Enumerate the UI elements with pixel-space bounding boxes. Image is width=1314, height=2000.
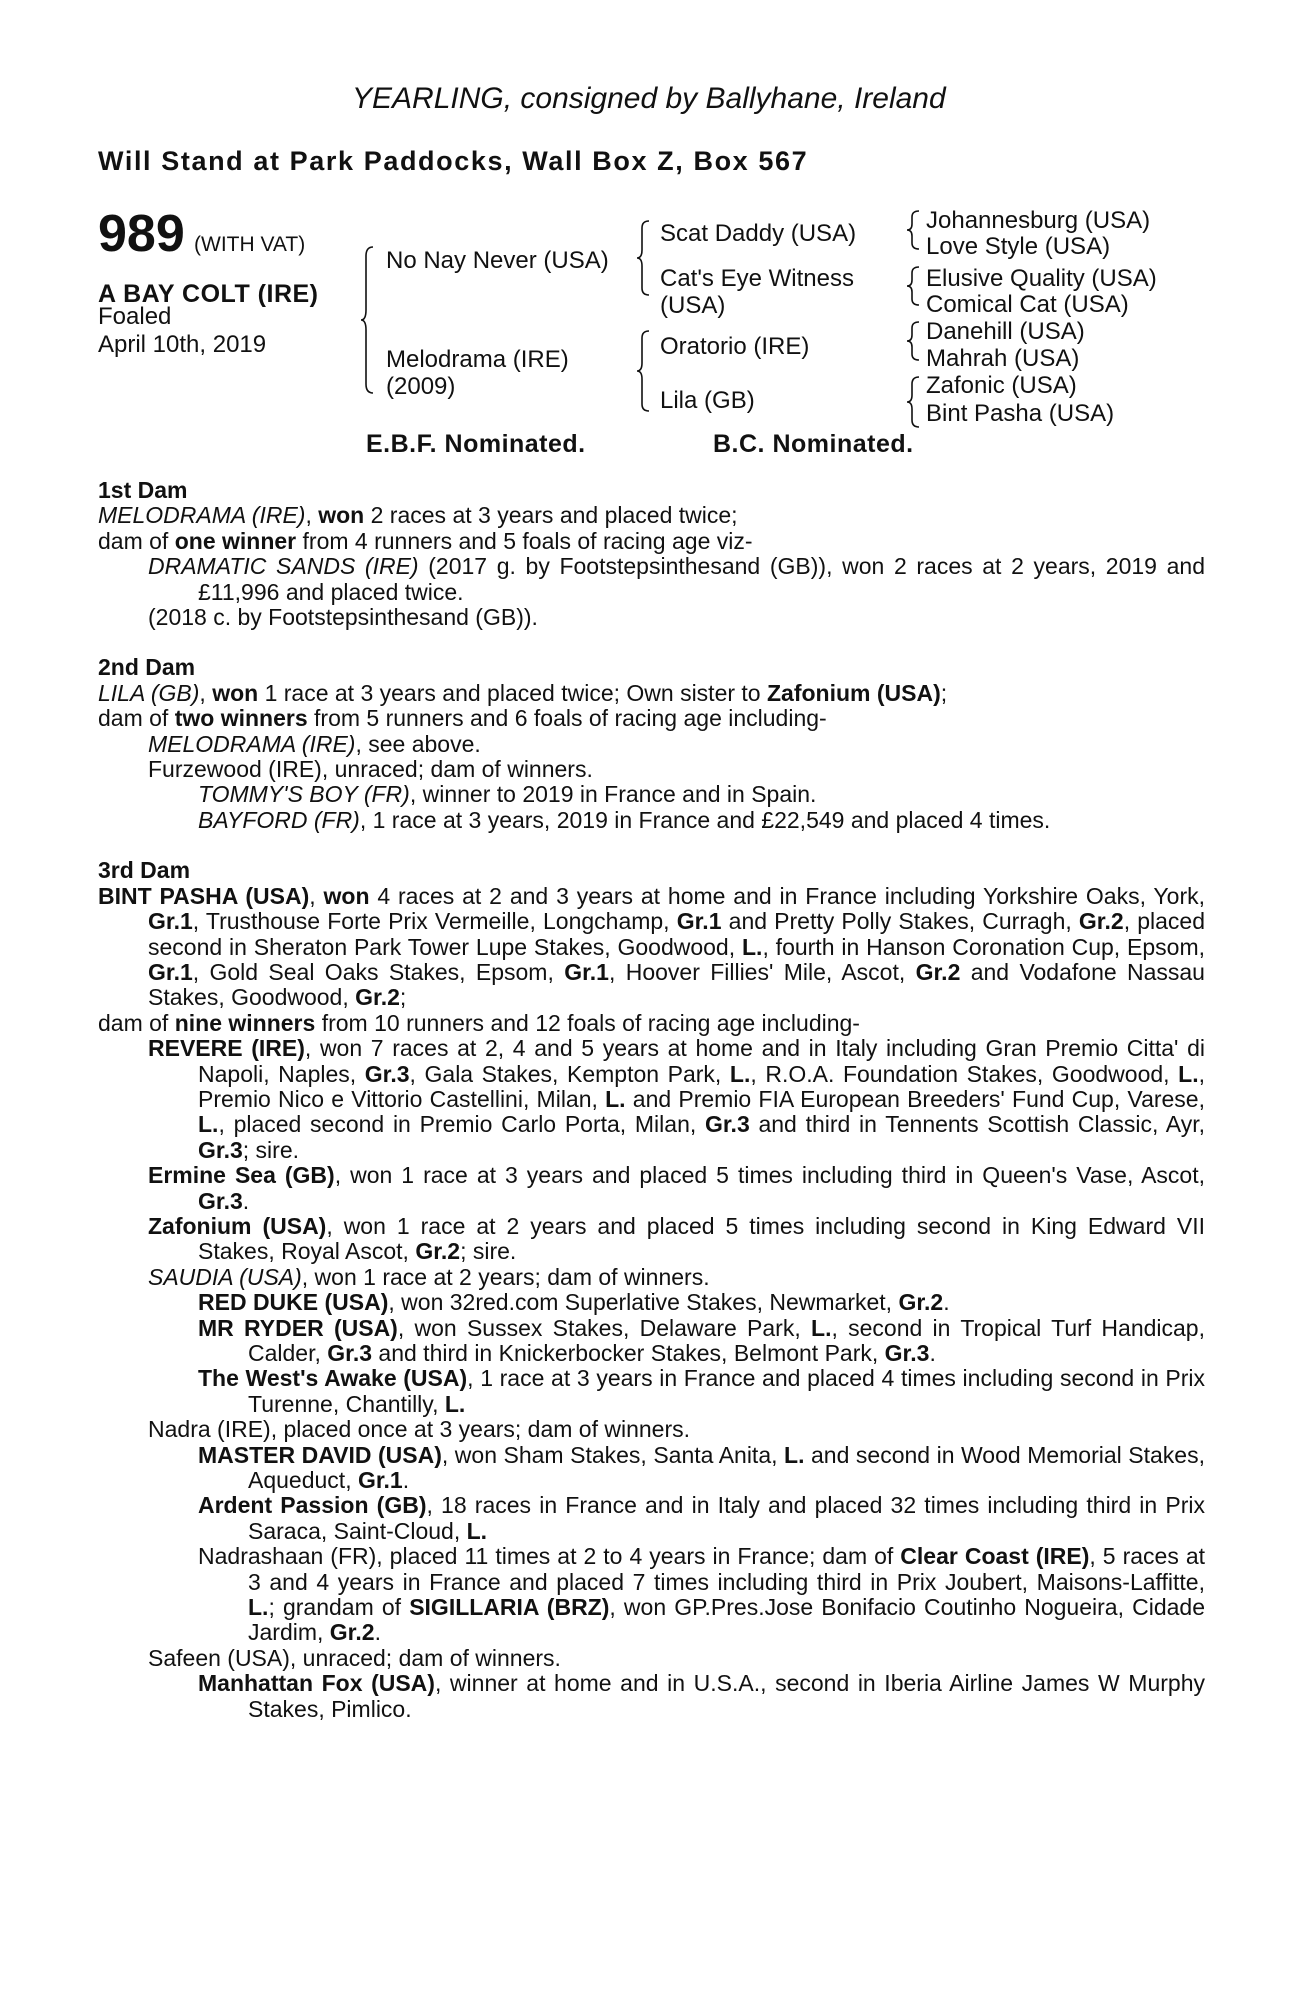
pedigree-entry — [98, 732, 1205, 757]
entry-text: MELODRAMA (IRE) — [148, 730, 356, 757]
dam-section — [98, 478, 1205, 630]
pedigree-entry — [98, 1290, 1205, 1315]
pedigree-entry — [98, 1646, 1205, 1671]
entry-text: L. — [605, 1085, 626, 1112]
dam-section — [98, 858, 1205, 1722]
entry-text: 1 race at 3 years and placed twice; Own sister to — [258, 679, 767, 706]
entry-text: REVERE (IRE) — [148, 1035, 305, 1062]
dam-year: (2009) — [386, 373, 456, 400]
entry-text: SIGILLARIA (BRZ) — [409, 1594, 610, 1621]
sdd: Comical Cat (USA) — [926, 291, 1129, 318]
entry-text: Gr.1 — [564, 958, 609, 985]
pedigree-bracket-dd — [906, 376, 922, 428]
entry-text: Gr.2 — [898, 1289, 944, 1316]
entry-text: L. — [198, 1111, 219, 1138]
entry-text: . — [402, 1467, 410, 1494]
entry-text: 4 races at 2 and 3 years at home and in France including Yorkshire Oaks, York, — [369, 882, 1205, 909]
entry-text: L. — [248, 1594, 269, 1621]
sss: Johannesburg (USA) — [926, 207, 1151, 234]
dsd: Mahrah (USA) — [926, 345, 1080, 372]
section-heading: 3rd Dam — [98, 857, 191, 884]
sire: No Nay Never (USA) — [386, 247, 609, 274]
entry-text: won — [323, 882, 370, 909]
pedigree-bracket-dam — [636, 330, 652, 412]
pedigree-entry — [98, 681, 1205, 706]
entry-text: MELODRAMA (IRE) — [98, 502, 306, 529]
entry-text: won — [212, 679, 259, 706]
entry-text: Nadra (IRE), placed once at 3 years; dam of winners. — [148, 1416, 691, 1443]
horse-name: A BAY COLT (IRE) — [98, 280, 319, 308]
pedigree-entry — [98, 808, 1205, 833]
entry-text: , won 7 races at 2, 4 and 5 years at home and in Italy including Gran Premio Citta' di Napoli, Naples, — [198, 1035, 1205, 1087]
pedigree-entry — [98, 1493, 1205, 1544]
entry-text: , — [305, 502, 319, 529]
entry-text: Gr.2 — [915, 958, 961, 985]
entry-text: , won 1 race at 3 years and placed 5 times including third in Queen's Vase, Ascot, — [334, 1162, 1205, 1189]
entry-text: from 10 runners and 12 foals of racing age including- — [315, 1009, 860, 1036]
entry-text: and Pretty Polly Stakes, Curragh, — [721, 908, 1079, 935]
entry-text: , second in Tropical Turf Handicap, Calder, — [248, 1314, 1205, 1366]
ddd: Bint Pasha (USA) — [926, 400, 1115, 427]
entry-text: ; grandam of — [268, 1594, 410, 1621]
entry-text: Gr.2 — [1078, 908, 1124, 935]
entry-text: from 5 runners and 6 foals of racing age including- — [307, 705, 827, 732]
entry-text: , fourth in Hanson Coronation Cup, Epsom, — [762, 933, 1206, 960]
entry-text: ; sire. — [460, 1238, 517, 1265]
entry-text: , won Sham Stakes, Santa Anita, — [441, 1441, 785, 1468]
entry-text: and third in Knickerbocker Stakes, Belmont Park, — [372, 1340, 885, 1366]
pedigree-entry — [98, 706, 1205, 731]
entry-text: Gr.3 — [198, 1187, 243, 1214]
entry-text: 2 races at 3 years and placed twice; — [364, 502, 738, 529]
pedigree-entry — [98, 1011, 1205, 1036]
entry-text: and Vodafone Nassau Stakes, Goodwood, — [148, 958, 1205, 1011]
dam-dam: Lila (GB) — [660, 387, 755, 414]
section-heading: 2nd Dam — [98, 654, 196, 681]
pedigree-entry — [98, 1366, 1205, 1417]
sds: Elusive Quality (USA) — [926, 265, 1157, 292]
pedigree-entry — [98, 1671, 1205, 1722]
entry-text: ; — [399, 984, 407, 1011]
pedigree-entry — [98, 1265, 1205, 1290]
entry-text: , placed second in Sheraton Park Tower Lupe Stakes, Goodwood, — [148, 908, 1206, 960]
entry-text: , Trusthouse Forte Prix Vermeille, Longchamp, — [192, 908, 677, 935]
pedigree-entry — [98, 529, 1205, 554]
entry-text: , R.O.A. Foundation Stakes, Goodwood, — [750, 1060, 1179, 1087]
entry-text: Manhattan Fox (USA) — [198, 1670, 435, 1697]
pedigree-entry — [98, 884, 1205, 1011]
sire-sire: Scat Daddy (USA) — [660, 220, 857, 247]
entry-text: TOMMY'S BOY (FR) — [198, 781, 410, 808]
lot-number: 989 — [98, 205, 185, 263]
entry-text: Nadrashaan (FR), placed 11 times at 2 to 4 years in France; dam of — [198, 1543, 901, 1570]
entry-text: Zafonium (USA) — [766, 679, 941, 706]
entry-text: , Hoover Fillies' Mile, Ascot, — [608, 958, 916, 985]
entry-text: Clear Coast (IRE) — [900, 1543, 1090, 1570]
entry-text: nine winners — [174, 1009, 316, 1036]
entry-text: Gr.3 — [364, 1060, 410, 1087]
entry-text: DRAMATIC SANDS (IRE) — [148, 553, 419, 580]
entry-text: one winner — [174, 527, 297, 554]
entry-text: Gr.1 — [148, 908, 193, 935]
pedigree-entry — [98, 503, 1205, 528]
entry-text: , 18 races in France and in Italy and placed 32 times including third in Prix Saraca, Saint-Cloud, — [248, 1492, 1205, 1544]
entry-text: Gr.3 — [327, 1340, 373, 1366]
ssd: Love Style (USA) — [926, 233, 1111, 260]
entry-text: , 1 race at 3 years in France and placed 4 times including second in Prix Turenne, Chantilly, — [248, 1365, 1205, 1417]
entry-text: L. — [729, 1060, 751, 1087]
entry-text: MR RYDER (USA) — [198, 1314, 398, 1341]
entry-text: dam of — [98, 705, 175, 732]
pedigree-entry — [98, 554, 1205, 605]
entry-text: Gr.3 — [198, 1136, 243, 1163]
pedigree-entry — [98, 1214, 1205, 1265]
entry-text: , 5 races at 3 and 4 years in France and placed 7 times including third in Prix Joubert, Maisons-Laffitte, — [248, 1543, 1206, 1595]
entry-text: (2017 g. by Footstepsinthesand (GB)), won 2 races at 2 years, 2019 and £11,996 and placed twice. — [198, 553, 1205, 605]
entry-text: Gr.1 — [676, 908, 722, 935]
foaled-label: Foaled — [98, 303, 172, 330]
entry-text: L. — [1178, 1060, 1199, 1087]
entry-text: , won 1 race at 2 years and placed 5 times including second in King Edward VII Stakes, Royal Ascot, — [198, 1212, 1205, 1265]
pedigree-entry — [98, 1163, 1205, 1214]
entry-text: , — [309, 882, 324, 909]
entry-text: and second in Wood Memorial Stakes, Aqueduct, — [248, 1441, 1205, 1494]
dam-section — [98, 655, 1205, 833]
dds: Zafonic (USA) — [926, 372, 1077, 399]
pedigree-entry — [98, 1316, 1205, 1367]
entry-text: SAUDIA (USA) — [148, 1263, 302, 1290]
sire-dam-country: (USA) — [660, 292, 726, 319]
entry-text: , Gala Stakes, Kempton Park, — [409, 1060, 730, 1087]
pedigree-entry — [98, 757, 1205, 782]
entry-text: dam of — [98, 527, 175, 554]
entry-text: . — [943, 1289, 950, 1316]
entry-text: L. — [741, 933, 763, 960]
entry-text: ; — [940, 679, 948, 706]
entry-text: , won GP.Pres.Jose Bonifacio Coutinho Nogueira, Cidade Jardim, — [248, 1594, 1205, 1646]
pedigree-entry — [98, 1443, 1205, 1494]
entry-text: Zafonium (USA) — [148, 1212, 327, 1239]
entry-text: Gr.3 — [704, 1111, 750, 1138]
pedigree-bracket-sd — [906, 266, 922, 306]
entry-text: , 1 race at 3 years, 2019 in France and £22,549 and placed 4 times. — [359, 806, 1051, 833]
entry-text: L. — [444, 1390, 466, 1417]
pedigree-bracket-ds — [906, 321, 922, 361]
entry-text: won — [318, 502, 365, 529]
entry-text: BINT PASHA (USA) — [98, 882, 310, 909]
pedigree-entry — [98, 1417, 1205, 1442]
entry-text: Gr.1 — [357, 1467, 403, 1494]
entry-text: Gr.3 — [884, 1340, 930, 1366]
entry-text: . — [242, 1187, 250, 1214]
pedigree-entry — [98, 1544, 1205, 1646]
ebf-nomination: E.B.F. Nominated. — [366, 430, 586, 458]
vat-note: (WITH VAT) — [194, 233, 306, 256]
pedigree-bracket-sire — [636, 220, 652, 296]
entry-text: , won 32red.com Superlative Stakes, Newmarket, — [388, 1289, 899, 1316]
entry-text: , Premio Nico e Vittorio Castellini, Milan, — [198, 1060, 1205, 1112]
dss: Danehill (USA) — [926, 318, 1085, 345]
entry-text: and third in Tennents Scottish Classic, Ayr, — [749, 1111, 1205, 1138]
entry-text: , winner to 2019 in France and in Spain. — [409, 781, 817, 808]
entry-text: Safeen (USA), unraced; dam of winners. — [148, 1644, 561, 1671]
entry-text: , won Sussex Stakes, Delaware Park, — [397, 1314, 812, 1341]
entry-text: L. — [466, 1517, 488, 1544]
entry-text: , — [199, 679, 213, 706]
entry-text: RED DUKE (USA) — [198, 1289, 389, 1316]
foaled-date: April 10th, 2019 — [98, 331, 267, 358]
pedigree-entry — [98, 782, 1205, 807]
entry-text: L. — [784, 1441, 805, 1468]
pedigree-bracket-parents — [360, 246, 376, 394]
catalogue-body — [98, 478, 1205, 1722]
entry-text: and Premio FIA European Breeders' Fund Cup, Varese, — [625, 1085, 1205, 1112]
entry-text: BAYFORD (FR) — [198, 806, 360, 833]
pedigree-entry — [98, 1036, 1205, 1163]
entry-text: (2018 c. by Footstepsinthesand (GB)). — [148, 604, 538, 631]
entry-text: L. — [811, 1314, 832, 1341]
section-heading: 1st Dam — [98, 477, 188, 503]
entry-text: The West's Awake (USA) — [198, 1365, 468, 1392]
entry-text: two winners — [174, 705, 308, 732]
entry-text: , winner at home and in U.S.A., second in Iberia Airline James W Murphy Stakes, Pimlico. — [248, 1670, 1205, 1722]
sire-dam: Cat's Eye Witness — [660, 265, 854, 292]
pedigree-bracket-ss — [906, 210, 922, 250]
entry-text: . — [929, 1340, 936, 1366]
dam: Melodrama (IRE) — [386, 346, 569, 373]
entry-text: Gr.2 — [329, 1619, 375, 1646]
entry-text: Gr.2 — [415, 1238, 461, 1265]
entry-text: dam of — [98, 1009, 175, 1036]
entry-text: , placed second in Premio Carlo Porta, Milan, — [218, 1111, 705, 1138]
stand-location: Will Stand at Park Paddocks, Wall Box Z, Box 567 — [98, 146, 809, 176]
pedigree-entry — [98, 605, 1205, 630]
entry-text: Furzewood (IRE), unraced; dam of winners. — [148, 756, 593, 783]
entry-text: from 4 runners and 5 foals of racing age viz- — [296, 527, 753, 554]
entry-text: Ardent Passion (GB) — [198, 1492, 427, 1519]
entry-text: , Gold Seal Oaks Stakes, Epsom, — [192, 958, 565, 985]
dam-sire: Oratorio (IRE) — [660, 333, 810, 360]
entry-text: Gr.1 — [148, 958, 193, 985]
entry-text: ; sire. — [242, 1136, 299, 1163]
entry-text: Ermine Sea (GB) — [148, 1162, 335, 1189]
bc-nomination: B.C. Nominated. — [713, 430, 914, 458]
entry-text: . — [374, 1619, 381, 1646]
entry-text: Gr.2 — [355, 984, 400, 1011]
entry-text: MASTER DAVID (USA) — [198, 1441, 442, 1468]
consignment-line: YEARLING, consigned by Ballyhane, Ireland — [352, 82, 946, 115]
entry-text: , won 1 race at 2 years; dam of winners. — [301, 1263, 710, 1290]
entry-text: , see above. — [355, 730, 481, 757]
entry-text: LILA (GB) — [98, 679, 200, 706]
